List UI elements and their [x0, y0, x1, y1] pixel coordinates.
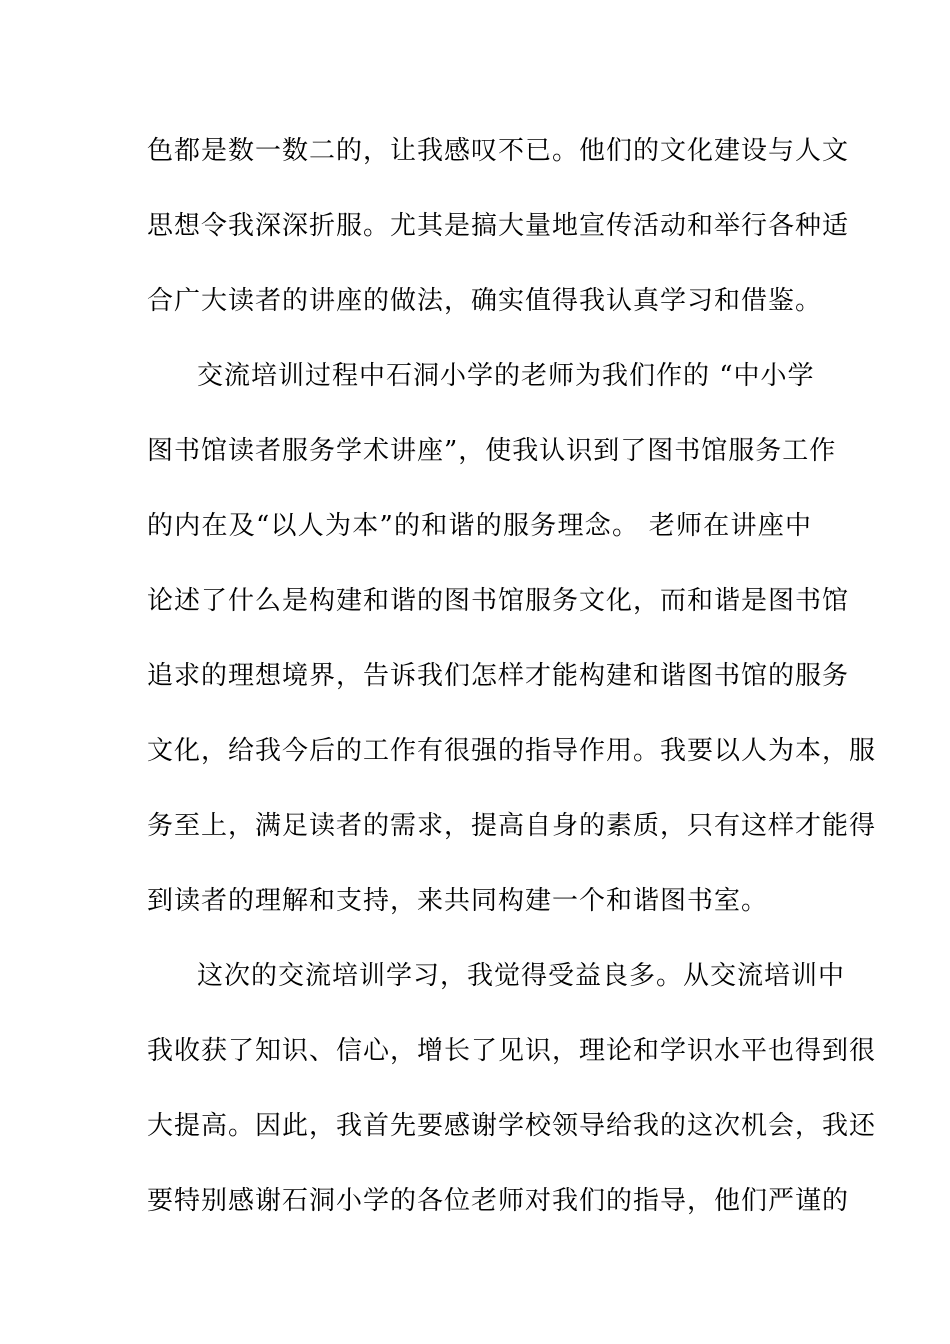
- text-line: 思想令我深深折服。尤其是搞大量地宣传活动和举行各种适: [147, 211, 850, 241]
- text-line: 追求的理想境界，告诉我们怎样才能构建和谐图书馆的服务: [147, 661, 850, 691]
- text-line: 的内在及“以人为本”的和谐的服务理念。 老师在讲座中: [147, 511, 812, 541]
- text-line: 图书馆读者服务学术讲座”，使我认识到了图书馆服务工作: [147, 436, 837, 466]
- paragraph-first-line: 交流培训过程中石洞小学的老师为我们作的 “中小学: [197, 361, 815, 391]
- text-line: 要特别感谢石洞小学的各位老师对我们的指导，他们严谨的: [147, 1186, 850, 1216]
- text-line: 到读者的理解和支持，来共同构建一个和谐图书室。: [147, 886, 769, 916]
- text-line: 文化，给我今后的工作有很强的指导作用。我要以人为本，服: [147, 736, 877, 766]
- text-line: 大提高。因此，我首先要感谢学校领导给我的这次机会，我还: [147, 1111, 877, 1141]
- text-line: 论述了什么是构建和谐的图书馆服务文化，而和谐是图书馆: [147, 586, 850, 616]
- text-line: 色都是数一数二的，让我感叹不已。他们的文化建设与人文: [147, 136, 850, 166]
- text-line: 我收获了知识、信心，增长了见识，理论和学识水平也得到很: [147, 1036, 877, 1066]
- text-line: 合广大读者的讲座的做法，确实值得我认真学习和借鉴。: [147, 286, 823, 316]
- paragraph-first-line: 这次的交流培训学习，我觉得受益良多。从交流培训中: [197, 961, 846, 991]
- text-line: 务至上，满足读者的需求，提高自身的素质，只有这样才能得: [147, 811, 877, 841]
